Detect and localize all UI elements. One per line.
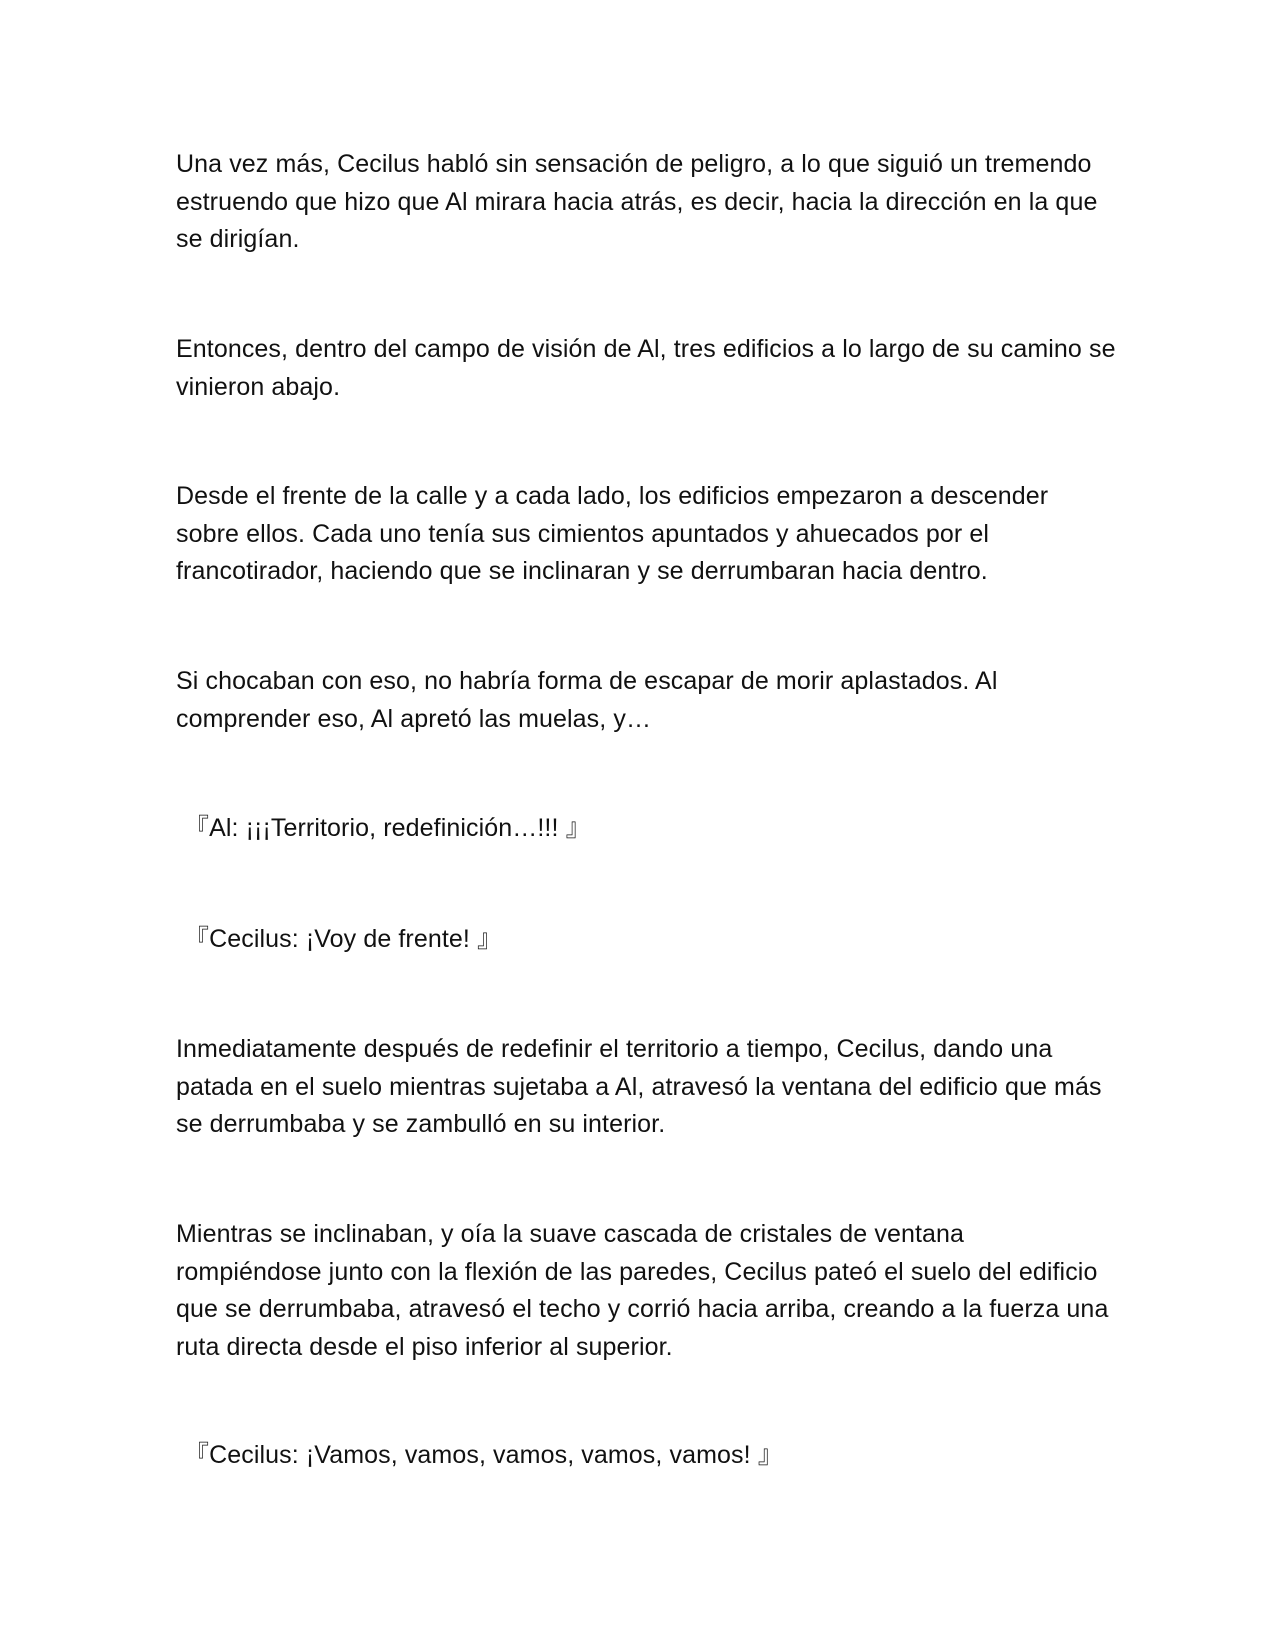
- dialogue-cecilus-2: 『Cecilus: ¡Vamos, vamos, vamos, vamos, vamos! 』: [184, 1441, 783, 1469]
- dialogue-al: 『Al: ¡¡¡Territorio, redefinición…!!! 』: [184, 814, 591, 842]
- paragraph-4: Si chocaban con eso, no habría forma de escapar de morir aplastados. Al comprender eso, Al apretó las muelas, y…: [176, 667, 998, 733]
- paragraph-3: Desde el frente de la calle y a cada lado, los edificios empezaron a descender sobre ellos. Cada uno tenía sus cimientos apuntados y ahuecados por el francotirador, haciendo que se inclinaran y se derrumbaran hacia dentro.: [176, 482, 1049, 585]
- paragraph-1: Una vez más, Cecilus habló sin sensación de peligro, a lo que siguió un tremendo estruendo que hizo que Al mirara hacia atrás, es decir, hacia la dirección en la que se dirigían.: [176, 150, 1098, 253]
- paragraph-2: Entonces, dentro del campo de visión de Al, tres edificios a lo largo de su camino se vinieron abajo.: [176, 335, 1116, 401]
- paragraph-6: Mientras se inclinaban, y oía la suave cascada de cristales de ventana rompiéndose junto con la flexión de las paredes, Cecilus pateó el suelo del edificio que se derrumbaba, atravesó el techo y corrió hacia arriba, creando a la fuerza una ruta directa desde el piso inferior al superior.: [176, 1220, 1109, 1361]
- paragraph-5: Inmediatamente después de redefinir el territorio a tiempo, Cecilus, dando una patada en el suelo mientras sujetaba a Al, atravesó la ventana del edificio que más se derrumbaba y se zambulló en su interior.: [176, 1035, 1102, 1138]
- dialogue-cecilus-1: 『Cecilus: ¡Voy de frente! 』: [184, 925, 503, 953]
